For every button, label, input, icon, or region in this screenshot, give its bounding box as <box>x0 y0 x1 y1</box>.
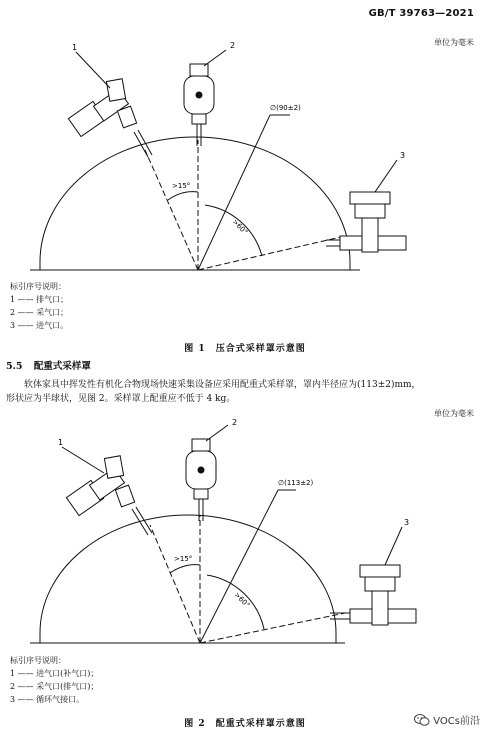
legend-item: 2 —— 采气口； <box>10 308 69 317</box>
section-title: 配重式采样罩 <box>33 361 91 372</box>
section-paragraph <box>6 378 486 406</box>
sampling-port-2 <box>184 64 214 146</box>
legend-item: 3 —— 进气口。 <box>10 321 69 330</box>
paragraph-line: 形状应为半球状，见图 2。采样罩上配重应不低于 4 kg。 <box>6 394 236 404</box>
figure1-legend <box>10 280 68 332</box>
callout-3: 3 <box>400 151 406 160</box>
callout-2: 2 <box>232 418 238 427</box>
figure1-diagram <box>0 0 490 290</box>
legend-item: 1 —— 排气口； <box>10 295 69 304</box>
callout-leader-2 <box>204 50 226 66</box>
legend-item: 3 —— 循环气接口。 <box>10 695 85 704</box>
figure2-unit-label: 单位为毫米 <box>434 409 474 418</box>
angle-label-60: >60° <box>230 217 250 237</box>
watermark <box>414 712 480 727</box>
angle-label-15: >15° <box>174 555 193 563</box>
circulation-port-3 <box>330 565 416 625</box>
figure2-diagram <box>0 415 490 655</box>
callout-leader-1 <box>62 447 104 473</box>
hemisphere-shell <box>40 137 350 270</box>
callout-leader-3 <box>375 160 397 192</box>
callout-leader-1 <box>76 52 110 88</box>
figure1-caption: 图 1 压合式采样罩示意图 <box>184 344 306 354</box>
callout-leader-3 <box>385 527 402 565</box>
dimension-label: ∅(90±2) <box>270 104 301 112</box>
callout-leader-2 <box>206 425 228 441</box>
paragraph-line: 软体家具中挥发性有机化合物现场快速采集设备应采用配重式采样罩，罩内半径应为(113±2)mm， <box>24 380 421 390</box>
section-number: 5.5 <box>6 361 23 372</box>
angle-label-15: >15° <box>172 182 191 190</box>
legend-title: 标引序号说明： <box>10 282 66 291</box>
figure1-unit-label: 单位为毫米 <box>434 38 474 47</box>
legend-title: 标引序号说明： <box>10 656 66 665</box>
legend-item: 2 —— 采气口(排气口)； <box>10 682 99 691</box>
section-heading <box>6 358 91 372</box>
wechat-icon <box>414 714 430 726</box>
legend-item: 1 —— 进气口(补气口)； <box>10 669 99 678</box>
callout-2: 2 <box>230 41 236 50</box>
watermark-text: VOCs前沿 <box>433 716 480 727</box>
figure2-caption: 图 2 配重式采样罩示意图 <box>184 719 306 729</box>
dimension-label: ∅(113±2) <box>278 479 314 487</box>
figure2-legend <box>10 654 98 706</box>
angle-label-60: >60° <box>232 590 252 610</box>
sampling-port-2 <box>186 439 216 521</box>
standard-number: GB/T 39763—2021 <box>368 8 474 19</box>
callout-3: 3 <box>404 518 410 527</box>
callout-1: 1 <box>58 438 64 447</box>
callout-1: 1 <box>72 43 78 52</box>
